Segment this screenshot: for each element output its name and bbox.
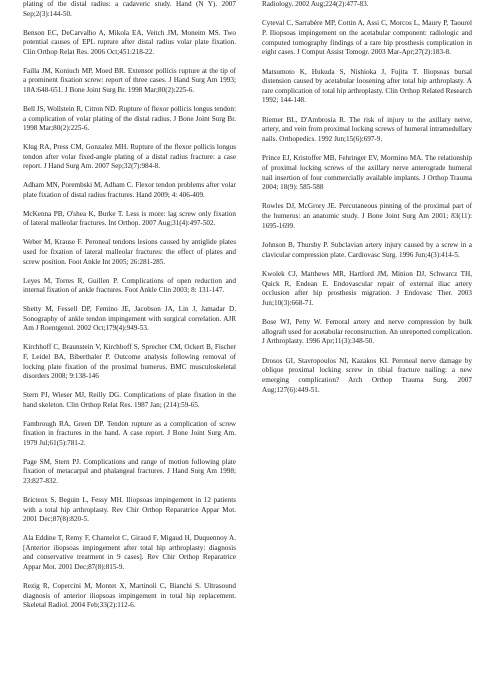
reference-entry: Bose WJ, Petty W. Femoral artery and nerve compression by bulk allograft used for acetabular reconstruction. An unreported complication. J Arthroplasty. 1996 Apr;11(3):348-50. <box>262 318 472 346</box>
reference-column-left <box>23 0 236 611</box>
reference-entry: Prince EJ, Kristoffer MB, Fehringer EV, Mormino MA. The relationship of proximal locking screws of the axillary nerve anterograde humeral nail insertion of four commercially available implants. J Orthop Trauma 2004; 18(9): 585-588 <box>262 154 472 192</box>
reference-entry: Benson EC, DeCarvalho A, Mikola EA, Veitch JM, Moneim MS. Two potential causes of EPL rupture after distal radius volar plate fixation. Clin Orthop Relat Res. 2006 Oct;451:218-22. <box>23 28 236 56</box>
reference-entry: Failla JM, Koniuch MP, Moed BR. Extensor pollicis rupture at the tip of a prominent fixation screw: report of three cases. J Hand Surg Am 1993; 18A:648-651. J Bone Joint Surg Br. 1998 Mar;80(2):225-6. <box>23 66 236 94</box>
reference-entry: Drosos GI, Stavropoulos NI, Kazakos KI. Peroneal nerve damage by oblique proximal locking screw in tibial fracture nailing: a new emerging complication? Arch Orthop Trauma Surg. 2007 Aug;127(6):449-51. <box>262 356 472 394</box>
reference-entry: Ala Eddine T, Remy F, Chantelot C, Giraud F, Migaud H, Duquennoy A. [Anterior iliopsoas impingement after total hip arthroplasty: diagnosis and conservative treatment in 9 cases]. Rev Chir Orthop Reparatrice Appar Mot. 2001 Dec;87(8):815-9. <box>23 534 236 571</box>
reference-column-right <box>262 0 472 395</box>
reference-entry: plating of the distal radius: a cadaveric study. Hand (N Y). 2007 Sep;2(3):144-50. <box>23 0 236 18</box>
reference-entry: Bell JS, Wollstein R, Citron ND. Rupture of flexor pollicis longus tendon: a complication of volar plating of the distal radius. J Bone Joint Surg Br. 1998 Mar;80(2):225-6. <box>23 104 236 133</box>
reference-entry: Kwolek CJ, Matthews MR, Hartford JM, Minion DJ, Schwarcz TH, Quick R, Endean E. Endovascular repair of external iliac artery occlusion after hip prosthesis migration. J Endovasc Ther. 2003 Jun;10(3):668-71. <box>262 270 472 307</box>
reference-entry: Shetty M, Fessell DP, Femino JE, Jacobson JA, Lin J, Jamadar D. Sonography of ankle tendon impingement with surgical correlation. AJR Am J Roentgenol. 2002 Oct;179(4):949-53. <box>23 305 236 333</box>
reference-entry: Riemer BL, D'Ambrosia R. The risk of injury to the axillary nerve, artery, and vein from proximal locking screws of humeral intramedullary nails. Orthopedics. 1992 Jun;15(6):697-9. <box>262 115 472 143</box>
reference-entry: Leyes M, Torres R, Guillen P. Complications of open reduction and internal fixation of ankle fractures. Foot Ankle Clin 2003; 8: 131-147. <box>23 276 236 295</box>
reference-entry: Radiology. 2002 Aug;224(2):477-83. <box>262 0 369 8</box>
reference-entry: Rezig R, Copercini M, Montet X, Martinoli C, Bianchi S. Ultrasound diagnosis of anterior iliopsoas impingement in total hip replacement. Skeletal Radiol. 2004 Feb;33(2):112-6. <box>23 581 236 610</box>
reference-entry: Kirchhoff C, Braunstein V, Kirchhoff S, Sprecher CM, Ockert B, Fischer F, Leidel BA, Biberthaler P. Outcome analysis following removal of locking plate fixation of the proximal humerus. BMC musculoskeletal disorders 2008; 9:138-146 <box>23 343 236 381</box>
reference-entry: Adham MN, Porembski M, Adham C. Flexor tendon problems after volar plate fixation of distal radius fractures. Hand 2009; 4: 406-409. <box>23 181 236 199</box>
reference-entry: Fambrough RA, Green DP. Tendon rupture as a complication of screw fixation in fractures in the hand. A case report. J Bone Joint Surg Am. 1979 Jul;61(5):781-2. <box>23 419 236 447</box>
reference-entry: Stern PJ, Wieser MJ, Reilly DG. Complications of plate fixation in the hand skeleton. Clin Orthop Relat Res. 1987 Jan; (214):59-65. <box>23 391 236 409</box>
reference-entry: Johnson B, Thursby P. Subclavian artery injury caused by a screw in a clavicular compression plate. Cardiovasc Surg. 1996 Jun;4(3):414-5. <box>262 241 472 259</box>
reference-entry: Rowles DJ, McGrory JE. Percutaneous pinning of the proximal part of the humerus: an anatomic study. J Bone Joint Surg Am 2001; 83(11): 1695-1699. <box>262 202 472 230</box>
reference-entry: Page SM, Stern PJ. Complications and range of motion following plate fixation of metacarpal and phalangeal fractures. J Hand Surg Am 1998; 23:827-832. <box>23 457 236 486</box>
reference-entry: Klug RA, Press CM, Gonzalez MH. Rupture of the flexor pollicis longus tendon after volar fixed-angle plating of a distal radius fracture: a case report. J Hand Surg Am. 2007 Sep;32(7):984-8. <box>23 143 236 171</box>
reference-entry: Weber M, Krause F. Peroneal tendons lesions caused by antiglide plates used for fixation of lateral malleolar fractures: the effect of plates and screw position. Foot Ankle Int 2005; 26:281-285. <box>23 238 236 266</box>
reference-entry: Cyteval C, Sarrabère MP, Cottin A, Assi C, Morcos L, Maury P, Taourel P. Iliopsoas impingement on the acetabular component: radiologic and computed tomography findings of a rare hip prosthesis complication in eight cases. J Comput Assist Tomogr. 2003 Mar-Apr;27(2):183-8. <box>262 19 472 57</box>
reference-entry: Matsumoto K, Hukuda S, Nishioka J, Fujita T. Iliopsoas bursal distension caused by acetabular loosening after total hip arthroplasty. A rare complication of total hip arthroplasty. Clin Orthop Related Research 1992; 144-148. <box>262 67 472 105</box>
reference-entry: McKenna PB, O'shea K, Burke T. Less is more: lag screw only fixation of lateral malleolar fractures. Int Orthop. 2007 Aug;31(4):497-502. <box>23 209 236 228</box>
reference-entry: Bricteux S, Beguin L, Fessy MH. Iliopsoas impingement in 12 patients with a total hip arthroplasty. Rev Chir Orthop Reparatrice Appar Mot. 2001 Dec;87(8):820-5. <box>23 496 236 524</box>
